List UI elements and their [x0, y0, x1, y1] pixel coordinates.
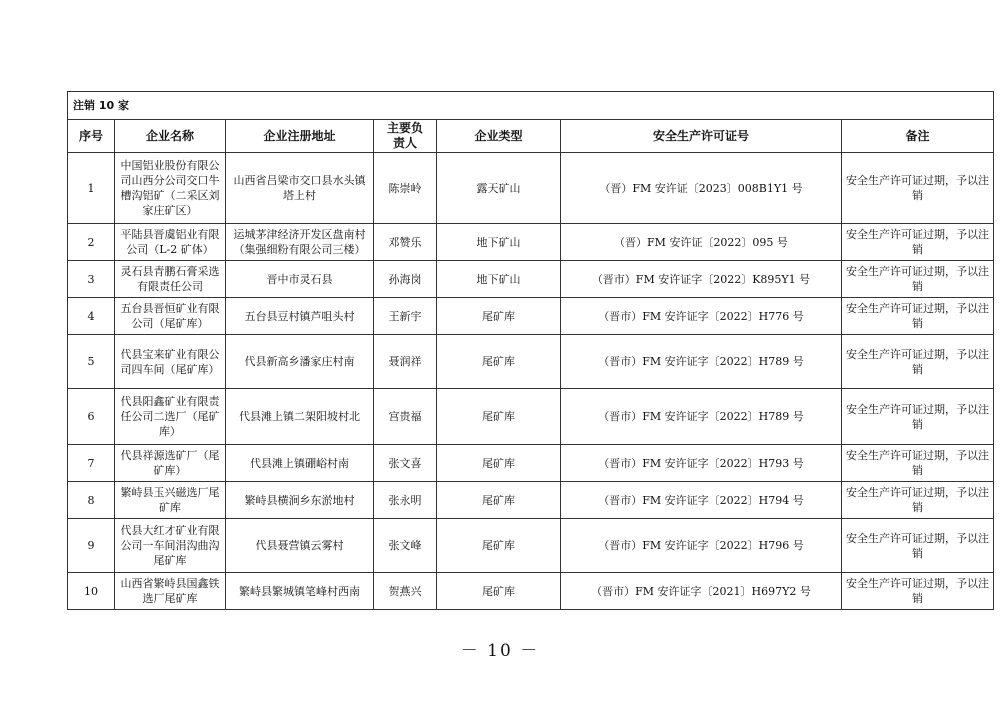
cell-type: 尾矿库 — [437, 389, 561, 445]
cell-license: （晋市）FM 安许证字〔2022〕K895Y1 号 — [561, 261, 842, 298]
table-row — [68, 261, 994, 298]
cell-person: 孙海岗 — [374, 261, 437, 298]
section-title: 注销 10 家 — [68, 92, 994, 120]
section-title-row — [68, 92, 994, 120]
table-row — [68, 482, 994, 519]
cell-person: 张文喜 — [374, 445, 437, 482]
cell-person: 贺燕兴 — [374, 573, 437, 610]
cell-person: 陈崇岭 — [374, 153, 437, 224]
header-row — [68, 120, 994, 153]
cell-company: 平陆县晋虞铝业有限公司（L-2 矿体） — [115, 224, 226, 261]
cell-address: 代县滩上镇硼峪村南 — [226, 445, 374, 482]
cell-remark: 安全生产许可证过期，予以注销 — [842, 573, 994, 610]
cell-type: 尾矿库 — [437, 519, 561, 573]
header-index: 序号 — [68, 120, 115, 153]
cell-index: 2 — [68, 224, 115, 261]
cell-address: 代县滩上镇二架阳坡村北 — [226, 389, 374, 445]
cell-remark: 安全生产许可证过期，予以注销 — [842, 335, 994, 389]
cell-person: 张永明 — [374, 482, 437, 519]
table-row — [68, 298, 994, 335]
cell-remark: 安全生产许可证过期，予以注销 — [842, 153, 994, 224]
cell-license: （晋市）FM 安许证字〔2022〕H794 号 — [561, 482, 842, 519]
cell-person: 聂润祥 — [374, 335, 437, 389]
cell-remark: 安全生产许可证过期，予以注销 — [842, 519, 994, 573]
cell-type: 尾矿库 — [437, 482, 561, 519]
cell-license: （晋）FM 安许证〔2023〕008B1Y1 号 — [561, 153, 842, 224]
cell-address: 代县新高乡潘家庄村南 — [226, 335, 374, 389]
cell-type: 尾矿库 — [437, 445, 561, 482]
table-row — [68, 445, 994, 482]
cell-company: 中国铝业股份有限公司山西分公司交口牛槽沟铝矿（二采区刘家庄矿区） — [115, 153, 226, 224]
cell-company: 代县宝来矿业有限公司四车间（尾矿库） — [115, 335, 226, 389]
cell-company: 灵石县青鹏石膏采选有限责任公司 — [115, 261, 226, 298]
table-row — [68, 573, 994, 610]
cell-company: 山西省繁峙县国鑫铁选厂尾矿库 — [115, 573, 226, 610]
cell-remark: 安全生产许可证过期，予以注销 — [842, 261, 994, 298]
cell-index: 5 — [68, 335, 115, 389]
cell-company: 代县大红才矿业有限公司一车间涓沟曲沟尾矿库 — [115, 519, 226, 573]
table-row — [68, 519, 994, 573]
cell-address: 山西省吕梁市交口县水头镇塔上村 — [226, 153, 374, 224]
cell-address: 运城茅津经济开发区盘南村（集强细粉有限公司三楼） — [226, 224, 374, 261]
cell-remark: 安全生产许可证过期，予以注销 — [842, 482, 994, 519]
cell-license: （晋）FM 安许证〔2022〕095 号 — [561, 224, 842, 261]
cell-index: 3 — [68, 261, 115, 298]
cell-person: 宫贵福 — [374, 389, 437, 445]
cell-address: 五台县豆村镇芦咀头村 — [226, 298, 374, 335]
table-row — [68, 224, 994, 261]
cell-type: 尾矿库 — [437, 298, 561, 335]
cell-person: 邓赞乐 — [374, 224, 437, 261]
cell-type: 露天矿山 — [437, 153, 561, 224]
table-row — [68, 389, 994, 445]
cell-company: 繁峙县玉兴磁选厂尾矿库 — [115, 482, 226, 519]
deregistration-table — [67, 91, 994, 610]
cell-remark: 安全生产许可证过期，予以注销 — [842, 298, 994, 335]
cell-index: 6 — [68, 389, 115, 445]
cell-type: 尾矿库 — [437, 335, 561, 389]
cell-remark: 安全生产许可证过期，予以注销 — [842, 445, 994, 482]
cell-license: （晋市）FM 安许证字〔2022〕H789 号 — [561, 335, 842, 389]
cell-index: 10 — [68, 573, 115, 610]
cell-remark: 安全生产许可证过期，予以注销 — [842, 389, 994, 445]
header-license: 安全生产许可证号 — [561, 120, 842, 153]
cell-license: （晋市）FM 安许证字〔2022〕H793 号 — [561, 445, 842, 482]
cell-index: 4 — [68, 298, 115, 335]
cell-remark: 安全生产许可证过期，予以注销 — [842, 224, 994, 261]
cell-type: 地下矿山 — [437, 261, 561, 298]
cell-index: 1 — [68, 153, 115, 224]
header-company: 企业名称 — [115, 120, 226, 153]
cell-type: 地下矿山 — [437, 224, 561, 261]
cell-license: （晋市）FM 安许证字〔2021〕H697Y2 号 — [561, 573, 842, 610]
cell-license: （晋市）FM 安许证字〔2022〕H796 号 — [561, 519, 842, 573]
page-number: － 10 － — [460, 641, 540, 661]
table-row — [68, 335, 994, 389]
cell-address: 繁峙县繁城镇笔峰村西南 — [226, 573, 374, 610]
cell-company: 代县阳鑫矿业有限责任公司二选厂（尾矿库） — [115, 389, 226, 445]
cell-index: 9 — [68, 519, 115, 573]
cell-person: 张文峰 — [374, 519, 437, 573]
header-type: 企业类型 — [437, 120, 561, 153]
cell-person: 王新宇 — [374, 298, 437, 335]
cell-index: 8 — [68, 482, 115, 519]
header-address: 企业注册地址 — [226, 120, 374, 153]
cell-company: 代县祥源选矿厂（尾矿库） — [115, 445, 226, 482]
header-person: 主要负责人 — [374, 120, 437, 153]
cell-type: 尾矿库 — [437, 573, 561, 610]
cell-company: 五台县晋恒矿业有限公司（尾矿库） — [115, 298, 226, 335]
cell-address: 代县聂营镇云雾村 — [226, 519, 374, 573]
cell-license: （晋市）FM 安许证字〔2022〕H789 号 — [561, 389, 842, 445]
cell-address: 晋中市灵石县 — [226, 261, 374, 298]
table-row — [68, 153, 994, 224]
header-remark: 备注 — [842, 120, 994, 153]
cell-license: （晋市）FM 安许证字〔2022〕H776 号 — [561, 298, 842, 335]
cell-index: 7 — [68, 445, 115, 482]
cell-address: 繁峙县横涧乡东淤地村 — [226, 482, 374, 519]
